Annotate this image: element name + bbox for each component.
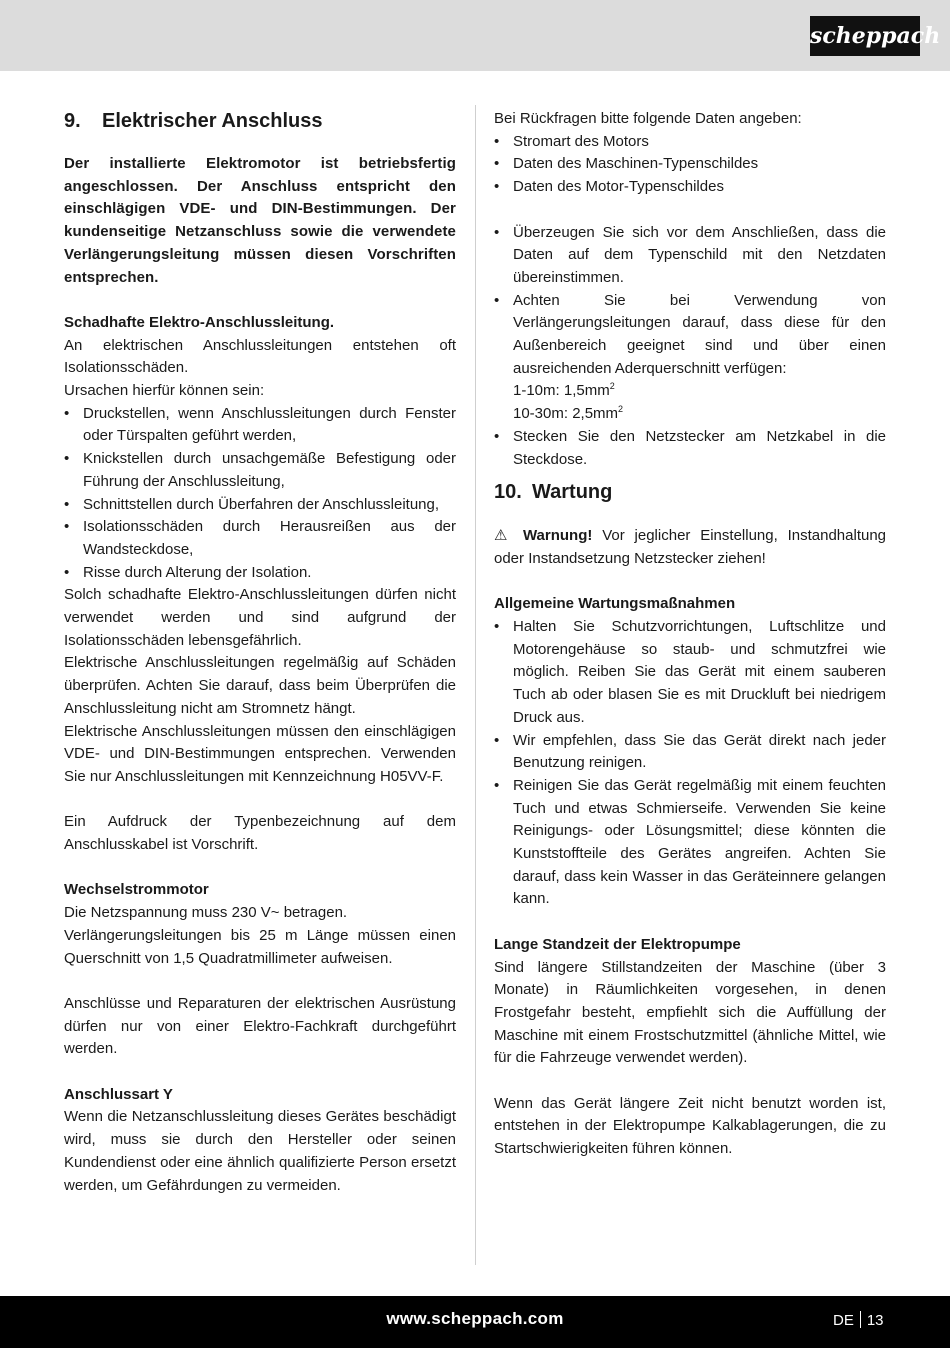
cross-section-2: 10-30m: $2,5mm^2$ [513,404,624,423]
list-item: • Überzeugen Sie sich vor dem Anschließen, dass die Daten auf dem Typenschild mit den Netzdaten übereinstimmen. [494,222,886,290]
connection-type-heading: Anschlussart Y [64,1085,173,1103]
list-item: • Druckstellen, wenn Anschlussleitungen durch Fenster oder Türspalten geführt werden, [64,403,456,448]
list-item: • Schnittstellen durch Überfahren der Anschlussleitung, [64,494,456,517]
voltage-paragraph: Die Netzspannung muss 230 V~ betragen. [64,904,348,922]
causes-intro: Ursachen hierfür können sein: [64,382,265,400]
page-number: 13 [866,1312,884,1329]
plug-list [494,426,886,471]
page-info [833,1311,884,1329]
inquiry-list [494,131,886,199]
damaged-heading: Schadhafte Elektro-Anschlussleitung. [64,313,335,331]
website-link[interactable]: www.scheppach.com [386,1309,564,1328]
list-item: • Stecken Sie den Netzstecker am Netzkabel in die Steckdose. [494,426,886,471]
ac-motor-heading: Wechselstrommotor [64,881,209,899]
intro-paragraph: Der installierte Elektromotor ist betriebsfertig angeschlossen. Der Anschluss entspricht den einschlägigen VDE- und DIN-Bestimmungen. Der kundenseitige Netzanschluss sowie die verwendete Verlängerungsleitung müssen diesen Vorschriften entsprechen. [64,155,456,286]
cross-section-1: 1-10m: $1,5mm^2$ [513,381,615,400]
connection-checks-list [494,222,886,381]
list-item: • Daten des Maschinen-Typenschildes [494,153,886,176]
column-divider [475,105,476,1265]
standards-paragraph: Elektrische Anschlussleitungen müssen den einschlägigen VDE- und DIN-Bestimmungen entsprechen. Verwenden Sie nur Anschlussleitungen mit Kennzeichnung H05VV-F. [64,722,456,785]
list-item: • Risse durch Alterung der Isolation. [64,562,456,585]
replacement-paragraph: Wenn die Netzanschlussleitung dieses Gerätes beschädigt wird, muss sie durch den Hersteller oder seinen Kundendienst oder eine ähnlich qualifizierte Person ersetzt werden, um Gefährdungen zu vermeiden. [64,1108,456,1194]
list-item: • Isolationsschäden durch Herausreißen aus der Wandsteckdose, [64,516,456,561]
section-title-electrical: 9. Elektrischer Anschluss [64,110,323,132]
language-code: DE [833,1312,854,1329]
extension-paragraph: Verlängerungsleitungen bis 25 m Länge müssen einen Querschnitt von 1,5 Quadratmillimeter aufweisen. [64,926,456,967]
list-item: • Knickstellen durch unsachgemäße Befestigung oder Führung der Anschlussleitung, [64,448,456,493]
right-column [494,108,886,1161]
footer-bar [0,1296,950,1348]
causes-list [64,403,456,585]
pump-frost-paragraph: Sind längere Stillstandzeiten der Maschine (über 3 Monate) in Räumlichkeiten vorgesehen, in denen Frostgefahr besteht, empfiehlt sich die Auffüllung der Maschine mit einem Frostschutzmittel (ähnliche Mittel, wie für die Fahrzeuge verwendet werden). [494,958,886,1067]
type-label-paragraph: Ein Aufdruck der Typenbezeichnung auf dem Anschlusskabel ist Vorschrift. [64,813,456,854]
pump-limescale-paragraph: Wenn das Gerät längere Zeit nicht benutzt worden ist, entstehen in der Elektropumpe Kalkablagerungen, die zu Startschwierigkeiten führen können. [494,1094,886,1158]
page-separator [860,1311,861,1328]
left-column [64,108,456,1197]
general-maintenance-heading: Allgemeine Wartungsmaßnahmen [494,595,736,613]
damaged-paragraph: An elektrischen Anschlussleitungen entstehen oft Isolationsschäden. [64,336,456,377]
list-item: • Achten Sie bei Verwendung von Verlängerungsleitungen darauf, dass diese für den Außenbereich geeignet sind und über einen ausreichenden Aderquerschnitt verfügen: [494,290,886,381]
damaged-danger-paragraph: Solch schadhafte Elektro-Anschlussleitungen dürfen nicht verwendet werden und sind aufgrund der Isolationsschäden lebensgefährlich. [64,586,456,649]
header-bar [0,0,950,71]
list-item: • Halten Sie Schutzvorrichtungen, Luftschlitze und Motorengehäuse so staub- und schmutzfrei wie möglich. Reiben Sie das Gerät mit einem sauberen Tuch ab oder blasen Sie es mit Druckluft bei niedrigem Druck aus. [494,616,886,730]
inspection-paragraph: Elektrische Anschlussleitungen regelmäßig auf Schäden überprüfen. Achten Sie darauf, dass beim Überprüfen die Anschlussleitung nicht am Stromnetz hängt. [64,654,456,717]
warning-text: Vor jeglicher Einstellung, Instandhaltung oder Instandsetzung Netzstecker ziehen! [494,527,887,567]
list-item: • Reinigen Sie das Gerät regelmäßig mit einem feuchten Tuch und etwas Schmierseife. Verwenden Sie keine Reinigungs- oder Lösungsmittel; diese könnten die Kunststoffteile des Gerätes angreifen. Achten Sie darauf, dass kein Wasser in das Geräteinnere gelangen kann. [494,775,886,911]
warning-paragraph [494,525,886,570]
repair-paragraph: Anschlüsse und Reparaturen der elektrischen Ausrüstung dürfen nur von einer Elektro-Fachkraft durchgeführt werden. [64,994,456,1058]
inquiry-paragraph: Bei Rückfragen bitte folgende Daten angeben: [494,110,802,127]
brand-logo: scheppach [810,16,920,56]
list-item: • Wir empfehlen, dass Sie das Gerät direkt nach jeder Benutzung reinigen. [494,730,886,775]
pump-heading: Lange Standzeit der Elektropumpe [494,935,741,953]
list-item: • Stromart des Motors [494,131,886,154]
warning-icon: ⚠ [494,527,514,545]
warning-label: Warnung! [522,527,593,545]
list-item: • Daten des Motor-Typenschildes [494,176,886,199]
section-title-maintenance: 10. Wartung [494,481,613,504]
general-maintenance-list [494,616,886,911]
